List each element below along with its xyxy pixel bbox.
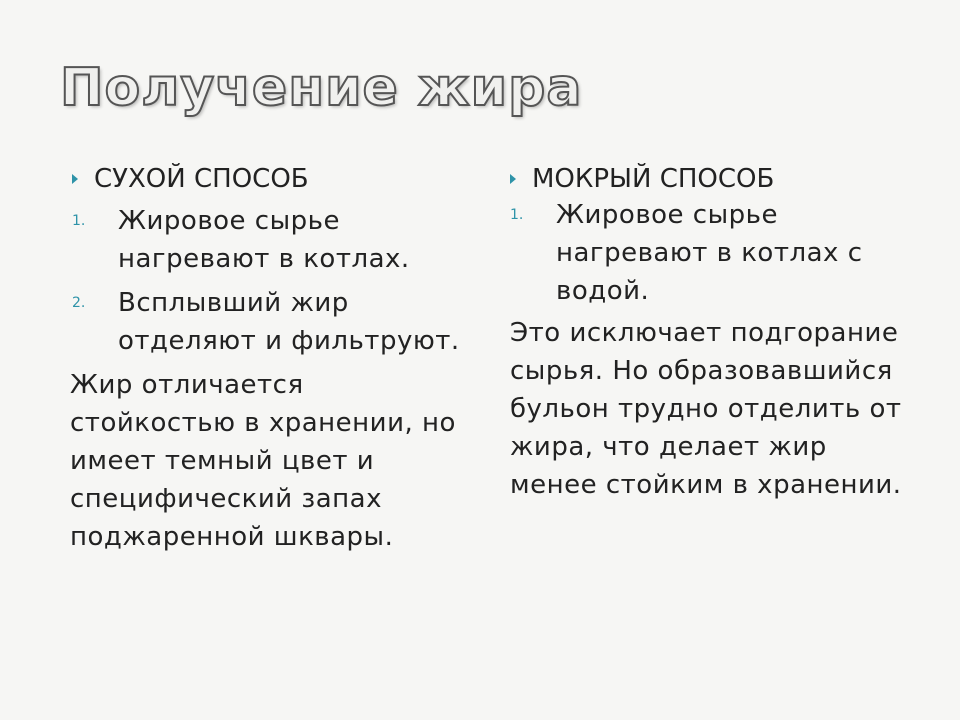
list-item-text: Жировое сырье нагревают в котлах с водой.: [556, 200, 863, 306]
list-item: [72, 202, 462, 278]
left-paragraph: Жир отличается стойкостью в хранении, но имеет темный цвет и специфический запах поджаренной шквары.: [70, 370, 456, 552]
list-item-text: Всплывший жир отделяют и фильтруют.: [118, 288, 460, 356]
left-heading: [72, 162, 462, 196]
list-item-text: Жировое сырье нагревают в котлах.: [118, 206, 410, 274]
list-item-number: 1.: [72, 213, 86, 229]
triangle-bullet-icon: [510, 174, 516, 184]
list-item-number: 2.: [72, 295, 86, 311]
list-item: [72, 284, 462, 360]
left-numbered-list: [72, 202, 462, 360]
right-heading-text: МОКРЫЙ СПОСОБ: [532, 164, 775, 194]
triangle-bullet-icon: [72, 174, 78, 184]
right-heading: [510, 162, 910, 196]
left-heading-text: СУХОЙ СПОСОБ: [94, 164, 309, 194]
left-column: [72, 162, 462, 556]
right-column: [510, 162, 910, 504]
slide-title: Получение жира: [60, 58, 583, 118]
list-item-number: 1.: [510, 207, 524, 223]
right-paragraph: Это исключает подгорание сырья. Но образовавшийся бульон трудно отделить от жира, что делает жир менее стойким в хранении.: [510, 318, 902, 500]
right-numbered-list: [510, 196, 910, 310]
list-item: [510, 196, 910, 310]
